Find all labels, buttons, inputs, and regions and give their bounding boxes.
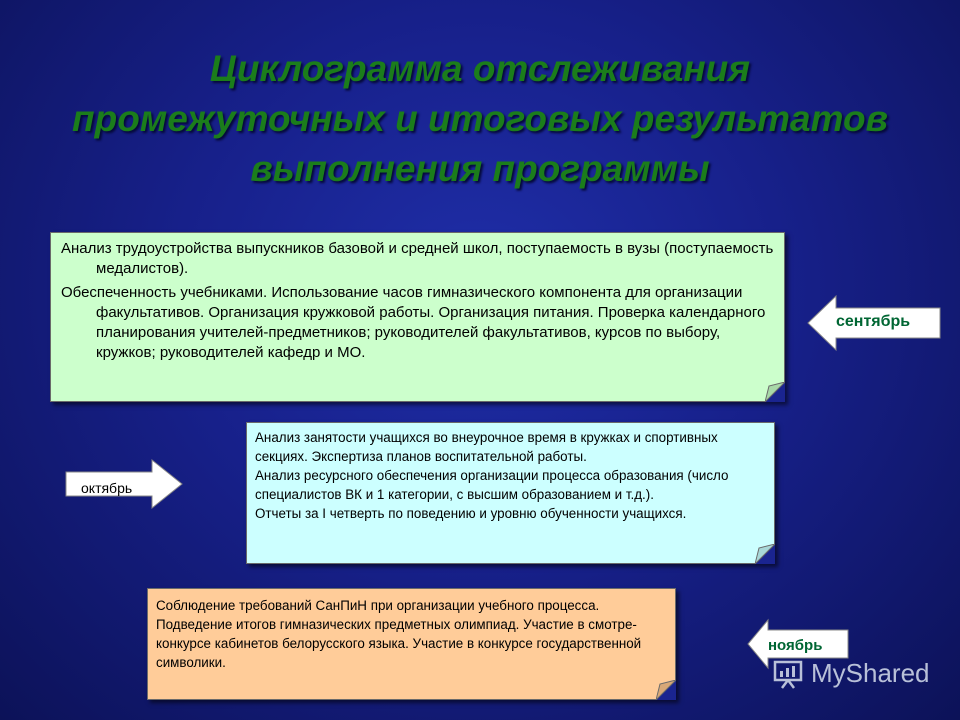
- november-note-para-2: Подведение итогов гимназических предметных олимпиад. Участие в смотре- конкурсе кабинетов белорусского языка. Участие в конкурсе государственной символики.: [156, 617, 642, 670]
- november-note-para-1: Соблюдение требований СанПиН при организации учебного процесса.: [156, 598, 600, 613]
- folded-corner-icon: [755, 544, 775, 564]
- october-note-para-2: Анализ ресурсного обеспечения организации процесса образования (число специалистов ВК и 1 категории, с высшим образованием и т.д.).: [255, 468, 729, 502]
- folded-corner-icon: [765, 382, 785, 402]
- september-note: [50, 232, 785, 402]
- september-arrow: [806, 294, 942, 352]
- october-label: октябрь: [81, 480, 133, 496]
- october-arrow: [64, 458, 184, 510]
- title-line-3: выполнения программы: [250, 148, 710, 189]
- title-line-1: Циклограмма отслеживания: [209, 48, 751, 89]
- september-label: сентябрь: [836, 313, 911, 330]
- watermark: [773, 655, 953, 695]
- october-note-para-3: Отчеты за I четверть по поведению и уровню обученности учащихся.: [255, 506, 687, 521]
- october-note: [246, 422, 775, 564]
- presentation-icon: [773, 659, 803, 689]
- watermark-text: MyShared: [811, 658, 930, 688]
- september-note-para-2: Обеспеченность учебниками. Использование часов гимназического компонента для организации факультативов. Организация кружковой работы. Организация питания. Проверка календарного планирования учителей-предметников; руководителей факультативов, курсов по выбору, кружков; руководителей кафедр и МО.: [61, 284, 766, 361]
- november-label: ноябрь: [768, 637, 823, 654]
- november-note: [147, 588, 676, 700]
- slide-title: [0, 44, 960, 194]
- october-note-para-1: Анализ занятости учащихся во внеурочное время в кружках и спортивных секциях. Экспертиза планов воспитательной работы.: [255, 430, 718, 464]
- folded-corner-icon: [656, 680, 676, 700]
- title-line-2: промежуточных и итоговых результатов: [72, 98, 888, 139]
- september-note-para-1: Анализ трудоустройства выпускников базовой и средней школ, поступаемость в вузы (поступаемость медалистов).: [61, 240, 774, 277]
